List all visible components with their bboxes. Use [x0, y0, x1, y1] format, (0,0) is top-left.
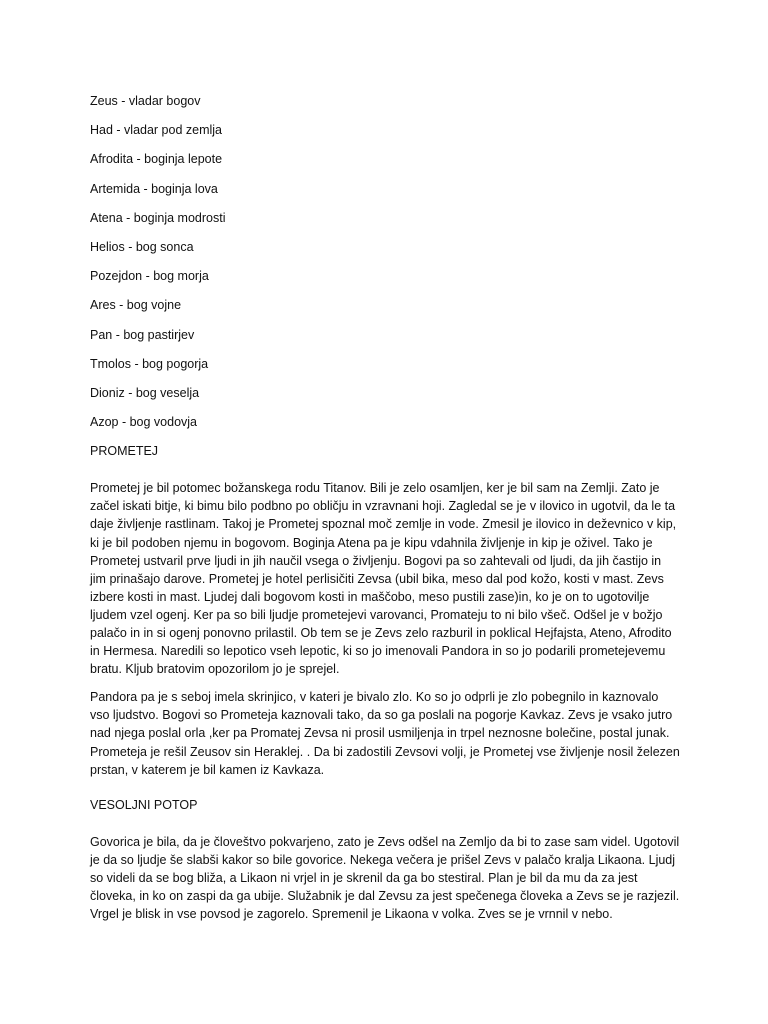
list-item: Pozejdon - bog morja	[90, 269, 209, 284]
gods-list	[90, 93, 680, 443]
list-item: Zeus - vladar bogov	[90, 94, 201, 108]
list-item: Ares - bog vojne	[90, 298, 182, 313]
paragraph: Govorica je bila, da je človeštvo pokvarjeno, zato je Zevs odšel na Zemljo da bi to zase sam videl. Ugotovil je da so ljudje še slabši kakor so bile govorice. Nekega večera je prišel Zevs v palačo kralja Likaona. Ljudj so videli da se bog bliža, a Likaon ni vrjel in je skrenil da ga bo stestiral. Plan je bil da mu da za jest človeka, in ko on zaspi da ga ubije. Služabnik je dal Zevsu za jest spečenega človeka a Zevs se je razjezil. Vrgel je blisk in vse povsod je zagorelo. Spremenil je Likaona v volka. Zves se je vrnnil v nebo.	[90, 834, 680, 922]
list-item: Afrodita - boginja lepote	[90, 152, 223, 167]
list-item: Pan - bog pastirjev	[90, 327, 195, 342]
section-prometej	[90, 443, 680, 779]
list-item: Artemida - boginja lova	[90, 181, 218, 196]
list-item: Helios - bog sonca	[90, 239, 194, 254]
paragraph: Pandora pa je s seboj imela skrinjico, v kateri je bivalo zlo. Ko so jo odprli je zlo pobegnilo in kaznovalo vso ljudstvo. Bogovi so Prometeja kaznovali tako, da so ga poslali na pogorje Kavkaz. Zevs je vsako jutro nad njega poslal orla ,ker pa Promatej Zevsa ni prosil usmiljenja in trpel neznosne bolečine, postal junak. Prometeja je rešil Zeusov sin Heraklej. . Da bi zadostili Zevsovi volji, je Prometej vse življenje nosil železen prstan, v katerem je bil kamen iz Kavkaza.	[90, 690, 680, 777]
section-vesoljni-potop	[90, 797, 680, 923]
document-page	[90, 93, 680, 933]
section-heading: PROMETEJ	[90, 444, 159, 459]
list-item: Azop - bog vodovja	[90, 415, 198, 430]
list-item: Had - vladar pod zemlja	[90, 123, 223, 138]
list-item: Tmolos - bog pogorja	[90, 356, 209, 371]
list-item: Atena - boginja modrosti	[90, 210, 226, 225]
section-heading: VESOLJNI POTOP	[90, 797, 198, 812]
paragraph: Prometej je bil potomec božanskega rodu Titanov. Bili je zelo osamljen, ker je bil sam na Zemlji. Zato je začel iskati bitje, ki bimu bilo podbno po obličju in vzravnani hoji. Zagledal se je v ilovico in ugotvil, da le ta daje življenje rastlinam. Takoj je Prometej spoznal moč zemlje in vode. Zmesil je ilovico in deževnico v kip, ki je bil podoben njemu in bogovom. Boginja Atena pa je kipu vdahnila življenje in kip je oživel. Tako je Prometej ustvaril prve ljudi in jih naučil vsega o življenju. Bogovi pa so zahtevali od ljudi, da jih častijo in jim prinašajo darove. Prometej je hotel perlisičiti Zevsa (ubil bika, meso dal pod kožo, kosti v mast. Zevs izbere kosti in mast. Ljudej dali bogovom kosti in maščobo, meso pustili zase)in, ko je on to ugotovilje ljudem vzel ogenj. Ker pa so bili ljudje prometejevi varovanci, Promateju to ni bilo všeč. Odšel je v božjo palačo in in si ogenj ponovno prilastil. Ob tem se je Zevs zelo razburil in poklical Hejfajsta, Ateno, Afrodito in Hermesa. Naredili so lepotico vseh lepotic, ki so jo imenovali Pandora in so jo podarili prometejevemu bratu. Kljub bratovim opozorilom jo je sprejel.	[90, 481, 677, 677]
list-item: Dioniz - bog veselja	[90, 385, 200, 400]
